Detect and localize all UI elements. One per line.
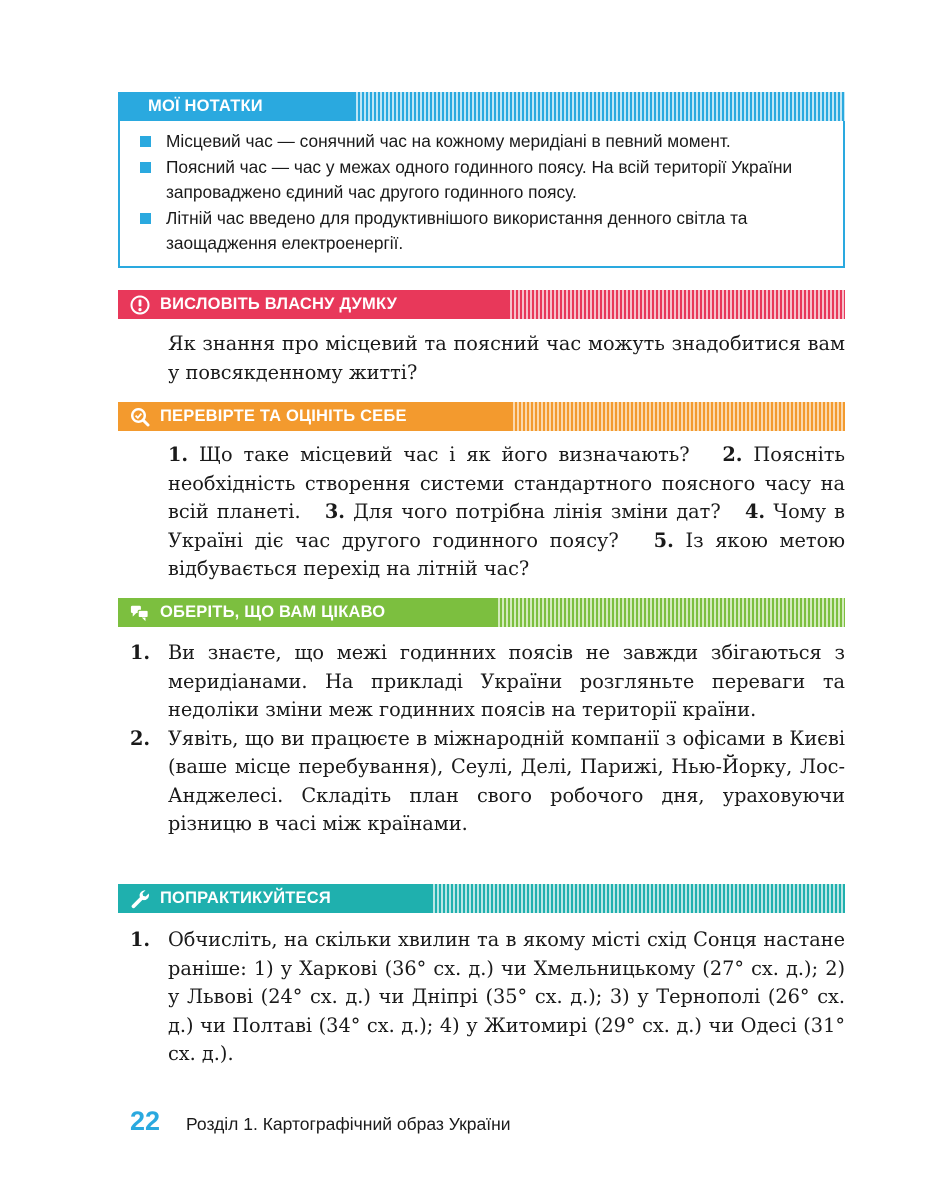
question-text: Поясніть необхідність створення системи стандартного поясного часу на всій планеті. [168,443,845,523]
opinion-header-bar [118,290,508,319]
question-number: 4. [744,500,766,523]
notes-box [118,121,845,268]
choose-header-stripes [496,598,845,627]
item-text: Уявіть, що ви працюєте в міжнародній компанії з офісами в Києві (ваше місце перебування), Сеулі, Делі, Парижі, Нью-Йорку, Лос-Анджелесі. Складіть план свого робочого дня, ураховуючи різницю в часі між країнами. [168,726,845,835]
item-text: Обчисліть, на скільки хвилин та в якому місті схід Сонця настане раніше: 1) у Харкові (36° сх. д.) чи Хмельницькому (27° сх. д.); 2) у Львові (24° сх. д.) чи Дніпрі (35° сх. д.); 3) у Тернополі (26° сх. д.) чи Полтаві (34° сх. д.); 4) у Житомирі (29° сх. д.) чи Одесі (31° сх. д.). [168,928,845,1065]
question-text: Чому в Україні діє час другого годинного поясу? [168,500,845,552]
list-item [130,725,845,839]
speech-bubbles-icon [130,603,150,623]
practice-title: ПОПРАКТИКУЙТЕСЯ [160,889,331,907]
notes-item: Місцевий час — сонячний час на кожному меридіані в певний момент. [138,129,838,155]
item-number: 2. [130,726,151,750]
choose-header [118,598,845,627]
item-number: 1. [130,641,151,664]
notes-item: Літній час введено для продуктивнішого використання денного світла та заощадження електроенергії. [138,206,838,257]
notes-header [118,92,845,121]
item-number: 1. [130,928,151,951]
page-number: 22 [130,1106,161,1136]
bullet-square-icon [140,136,151,147]
question-text: Для чого потрібна лінія зміни дат? [353,500,721,523]
question-text: Із якою метою відбувається перехід на літній час? [168,528,845,580]
practice-header [118,884,845,913]
exclamation-icon [130,295,150,315]
opinion-text: Як знання про місцевий та поясний час можуть знадобитися вам у повсякденному житті? [168,332,845,384]
wrench-icon [130,889,150,909]
check-title: ПЕРЕВІРТЕ ТА ОЦІНІТЬ СЕБЕ [160,407,407,425]
bullet-square-icon [140,162,151,173]
notes-item: Поясний час — час у межах одного годинного поясу. На всій території України запроваджено єдиний час другого годинного поясу. [138,155,838,206]
notes-title: МОЇ НОТАТКИ [148,97,263,115]
list-item [130,639,845,725]
check-header [118,402,845,431]
question-number: 5. [653,528,674,552]
question-number: 3. [324,500,346,523]
question-text: Що таке місцевий час і як його визначають? [199,443,690,466]
section-title: Розділ 1. Картографічний образ України [186,1114,511,1134]
list-item [130,926,845,1069]
practice-header-bar [118,884,431,913]
magnifier-check-icon [130,407,150,427]
question-number: 2. [722,443,743,466]
check-header-stripes [511,402,845,431]
check-questions [168,441,845,584]
practice-header-stripes [431,884,845,913]
opinion-header-stripes [508,290,845,319]
notes-list [138,129,838,257]
item-text: Ви знаєте, що межі годинних поясів не завжди збігаються з меридіанами. На прикладі України розгляньте переваги та недоліки зміни меж годинних поясів на території країни. [168,641,845,721]
question-number: 1. [168,443,189,466]
choose-list [130,639,845,839]
choose-header-bar [118,598,496,627]
practice-list [130,926,845,1069]
bullet-square-icon [140,213,151,224]
opinion-title: ВИСЛОВІТЬ ВЛАСНУ ДУМКУ [160,295,398,313]
notes-header-bar [118,92,354,121]
choose-title: ОБЕРІТЬ, ЩО ВАМ ЦІКАВО [160,603,386,621]
check-header-bar [118,402,511,431]
opinion-header [118,290,845,319]
notes-header-stripes [354,92,845,121]
